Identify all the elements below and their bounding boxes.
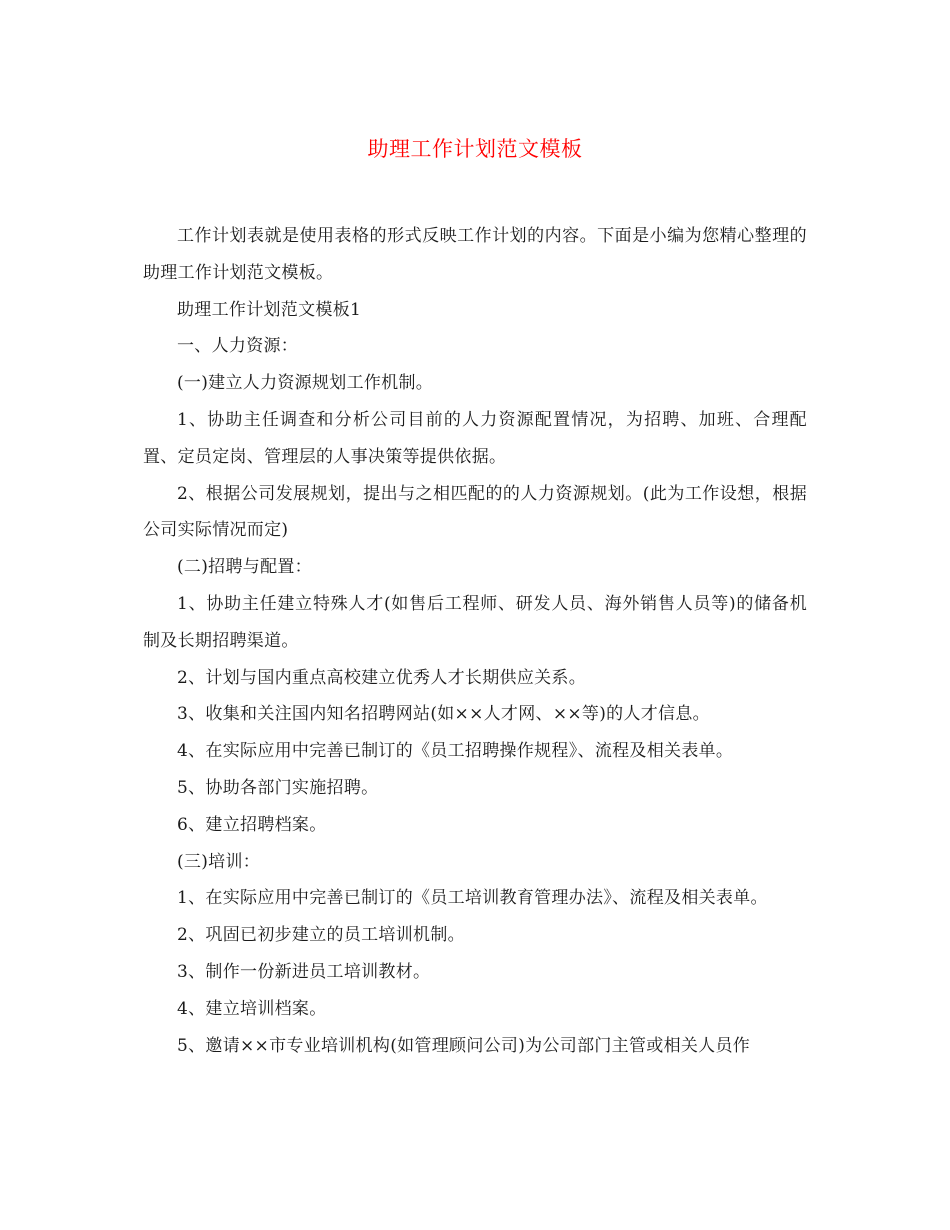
paragraph: 助理工作计划范文模板1 [177,299,362,320]
paragraph: 1、协助主任建立特殊人才(如售后工程师、研发人员、海外销售人员等)的储备机制及长期招聘渠道。 [143,593,807,651]
document-body [143,218,807,1064]
paragraph: 1、协助主任调查和分析公司目前的人力资源配置情况，为招聘、加班、合理配置、定员定岗、管理层的人事决策等提供依据。 [143,409,807,467]
paragraph: 5、邀请××市专业培训机构(如管理顾问公司)为公司部门主管或相关人员作 [177,1035,751,1056]
paragraph: 2、巩固已初步建立的员工培训机制。 [177,925,465,946]
paragraph: 3、收集和关注国内知名招聘网站(如××人才网、××等)的人才信息。 [177,704,710,725]
paragraph: (二)招聘与配置： [177,557,312,578]
paragraph: (一)建立人力资源规划工作机制。 [177,373,434,394]
paragraph: 3、制作一份新进员工培训教材。 [177,961,431,982]
paragraph: 4、建立培训档案。 [177,998,327,1019]
paragraph: 工作计划表就是使用表格的形式反映工作计划的内容。下面是小编为您精心整理的助理工作计划范文模板。 [143,226,807,283]
paragraph: 4、在实际应用中完善已制订的《员工招聘操作规程》、流程及相关表单。 [177,741,734,762]
paragraph: 5、协助各部门实施招聘。 [177,777,379,798]
paragraph: 1、在实际应用中完善已制订的《员工培训教育管理办法》、流程及相关表单。 [177,888,768,909]
paragraph: 2、计划与国内重点高校建立优秀人才长期供应关系。 [177,667,587,688]
document-title: 助理工作计划范文模板 [367,137,583,161]
paragraph: 2、根据公司发展规划，提出与之相匹配的的人力资源规划。(此为工作设想，根据公司实际情况而定) [143,483,807,541]
paragraph: 一、人力资源： [177,336,299,357]
paragraph: 6、建立招聘档案。 [177,814,327,835]
paragraph: (三)培训： [177,851,261,872]
